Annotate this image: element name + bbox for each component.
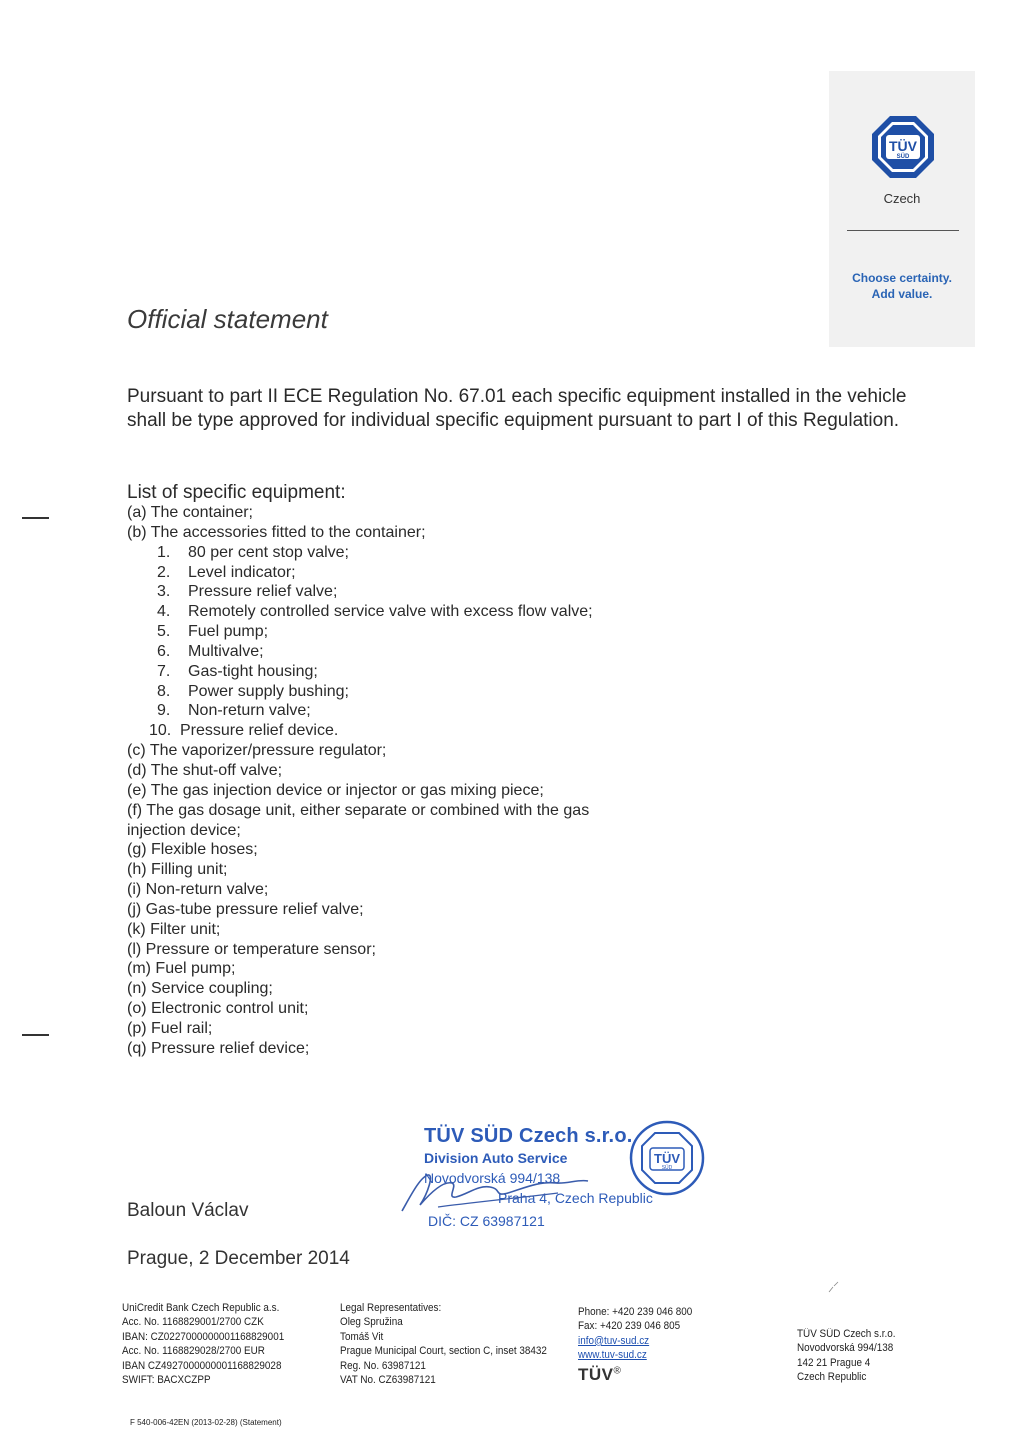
list-item: (j) Gas-tube pressure relief valve;: [127, 900, 364, 918]
sub-item-text: Level indicator;: [188, 563, 296, 581]
list-item: (a) The container;: [127, 504, 253, 521]
stamp-logo-text: TÜV: [654, 1151, 680, 1166]
brand-claim-line-1: Choose certainty.: [852, 271, 952, 285]
footer-legal-info: [340, 1301, 547, 1387]
list-item: (l) Pressure or temperature sensor;: [127, 940, 376, 958]
list-item: (h) Filling unit;: [127, 861, 228, 879]
list-item: (k) Filter unit;: [127, 920, 221, 938]
sub-item-number: 5.: [157, 623, 171, 641]
contact-email-link[interactable]: info@tuv-sud.cz: [578, 1334, 650, 1347]
sub-item-number: 9.: [157, 702, 171, 720]
brand-country: Czech: [883, 191, 921, 206]
list-item: (b) The accessories fitted to the container;: [127, 523, 426, 541]
list-item: (g) Flexible hoses;: [127, 841, 258, 859]
list-item: (n) Service coupling;: [127, 980, 273, 998]
scan-artifact: [828, 1280, 840, 1294]
contact-phone: Phone: +420 239 046 800: [578, 1306, 693, 1318]
list-item: (c) The vaporizer/pressure regulator;: [127, 742, 387, 760]
bank-name: UniCredit Bank Czech Republic a.s.: [122, 1302, 280, 1314]
contact-web-link[interactable]: www.tuv-sud.cz: [578, 1349, 647, 1362]
address-company: TÜV SÜD Czech s.r.o.: [797, 1328, 896, 1340]
sub-list-item: [127, 582, 687, 602]
bank-iban-czk: IBAN: CZ0227000000001168829001: [122, 1330, 285, 1343]
sub-list-item: [127, 721, 687, 741]
list-heading: List of specific equipment:: [127, 482, 346, 503]
document-title: Official statement: [127, 304, 328, 334]
fold-mark: [22, 1034, 49, 1036]
footer-bank-info: [122, 1301, 284, 1387]
place-date: Prague, 2 December 2014: [127, 1248, 350, 1269]
footer-address: [797, 1327, 895, 1385]
list-item: (m) Fuel pump;: [127, 960, 236, 978]
list-item: (f) The gas dosage unit, either separate or combined with the gas: [127, 801, 590, 819]
stamp-city: Praha 4, Czech Republic: [498, 1190, 653, 1206]
handwritten-signature: [398, 1167, 598, 1217]
sub-item-text: Gas-tight housing;: [188, 662, 318, 680]
bank-account-eur: Acc. No. 1168829028/2700 EUR: [122, 1345, 265, 1358]
contact-fax: Fax: +420 239 046 805: [578, 1320, 681, 1333]
tuv-logo-text: TÜV: [889, 138, 917, 154]
stamp-division: Division Auto Service: [424, 1150, 568, 1166]
list-item: (e) The gas injection device or injector or gas mixing piece;: [127, 781, 544, 799]
sub-item-number: 1.: [157, 543, 171, 561]
sub-item-text: Multivalve;: [188, 642, 264, 660]
sub-item-text: 80 per cent stop valve;: [188, 543, 349, 561]
form-identifier: F 540-006-42EN (2013-02-28) (Statement): [130, 1418, 282, 1427]
sub-item-number: 6.: [157, 642, 171, 660]
list-item: injection device;: [127, 821, 241, 839]
stamp-company: TÜV SÜD Czech s.r.o.: [424, 1125, 633, 1147]
brand-divider: [847, 230, 959, 231]
stamp-logo-subtext: SÜD: [661, 1165, 673, 1171]
list-item: (q) Pressure relief device;: [127, 1039, 310, 1057]
footer-contact-info: [578, 1305, 692, 1363]
sub-list-item: [127, 642, 687, 662]
list-item: (d) The shut-off valve;: [127, 761, 283, 779]
list-item: (o) Electronic control unit;: [127, 1000, 309, 1018]
bank-account-czk: Acc. No. 1168829001/2700 CZK: [122, 1316, 264, 1329]
fold-mark: [22, 517, 49, 519]
sub-item-text: Fuel pump;: [188, 623, 269, 641]
sub-list-item: [127, 602, 687, 622]
legal-court: Prague Municipal Court, section C, inset 38432: [340, 1345, 547, 1358]
footer-tuv-logo: [578, 1365, 621, 1385]
tuv-sud-logo: [871, 115, 935, 179]
sub-item-text: Pressure relief device.: [180, 722, 339, 740]
stamp-tax-id: DIČ: CZ 63987121: [428, 1213, 545, 1229]
sub-item-number: 8.: [157, 682, 171, 700]
sub-item-text: Remotely controlled service valve with excess flow valve;: [188, 603, 593, 621]
sub-list-item: [127, 622, 687, 642]
intro-paragraph: Pursuant to part II ECE Regulation No. 67.01 each specific equipment installed in the vehicle shall be type approved for individual specific equipment pursuant to part I of this Regulation.: [127, 386, 907, 431]
sub-item-number: 2.: [157, 563, 171, 581]
brand-claim-line-2: Add value.: [871, 287, 933, 301]
sub-list-item: [127, 701, 687, 721]
sub-list-item: [127, 682, 687, 702]
footer-tuv-text: TÜV: [578, 1365, 614, 1384]
sub-item-number: 4.: [157, 603, 171, 621]
legal-reg-no: Reg. No. 63987121: [340, 1359, 426, 1372]
sud-logo-text: SÜD: [896, 154, 910, 160]
sub-list-item: [127, 563, 687, 583]
brand-panel: [829, 71, 975, 347]
sub-item-text: Non-return valve;: [188, 702, 311, 720]
registered-mark: ®: [613, 1365, 622, 1377]
list-item: (i) Non-return valve;: [127, 881, 269, 899]
legal-vat-no: VAT No. CZ63987121: [340, 1374, 436, 1387]
address-country: Czech Republic: [797, 1371, 867, 1384]
legal-rep-1: Oleg Spružina: [340, 1316, 403, 1329]
legal-rep-2: Tomáš Vit: [340, 1330, 384, 1343]
bank-iban-eur: IBAN CZ4927000000001168829028: [122, 1359, 282, 1372]
list-item: (p) Fuel rail;: [127, 1019, 213, 1037]
company-stamp: [398, 1117, 718, 1237]
address-street: Novodvorská 994/138: [797, 1342, 894, 1355]
sub-item-number: 10.: [149, 722, 172, 740]
brand-claim: [829, 270, 975, 302]
sub-item-number: 7.: [157, 662, 171, 680]
sub-item-text: Pressure relief valve;: [188, 583, 338, 601]
address-city: 142 21 Prague 4: [797, 1356, 871, 1369]
legal-heading: Legal Representatives:: [340, 1302, 442, 1314]
equipment-list: [127, 503, 687, 1059]
sub-list-item: [127, 543, 687, 563]
stamp-street: Novodvorská 994/138: [424, 1170, 561, 1186]
stamp-tuv-logo: [628, 1119, 706, 1197]
sub-item-number: 3.: [157, 583, 171, 601]
bank-swift: SWIFT: BACXCZPP: [122, 1374, 211, 1387]
signer-name: Baloun Václav: [127, 1200, 249, 1221]
sub-list-item: [127, 662, 687, 682]
sub-item-text: Power supply bushing;: [188, 682, 349, 700]
